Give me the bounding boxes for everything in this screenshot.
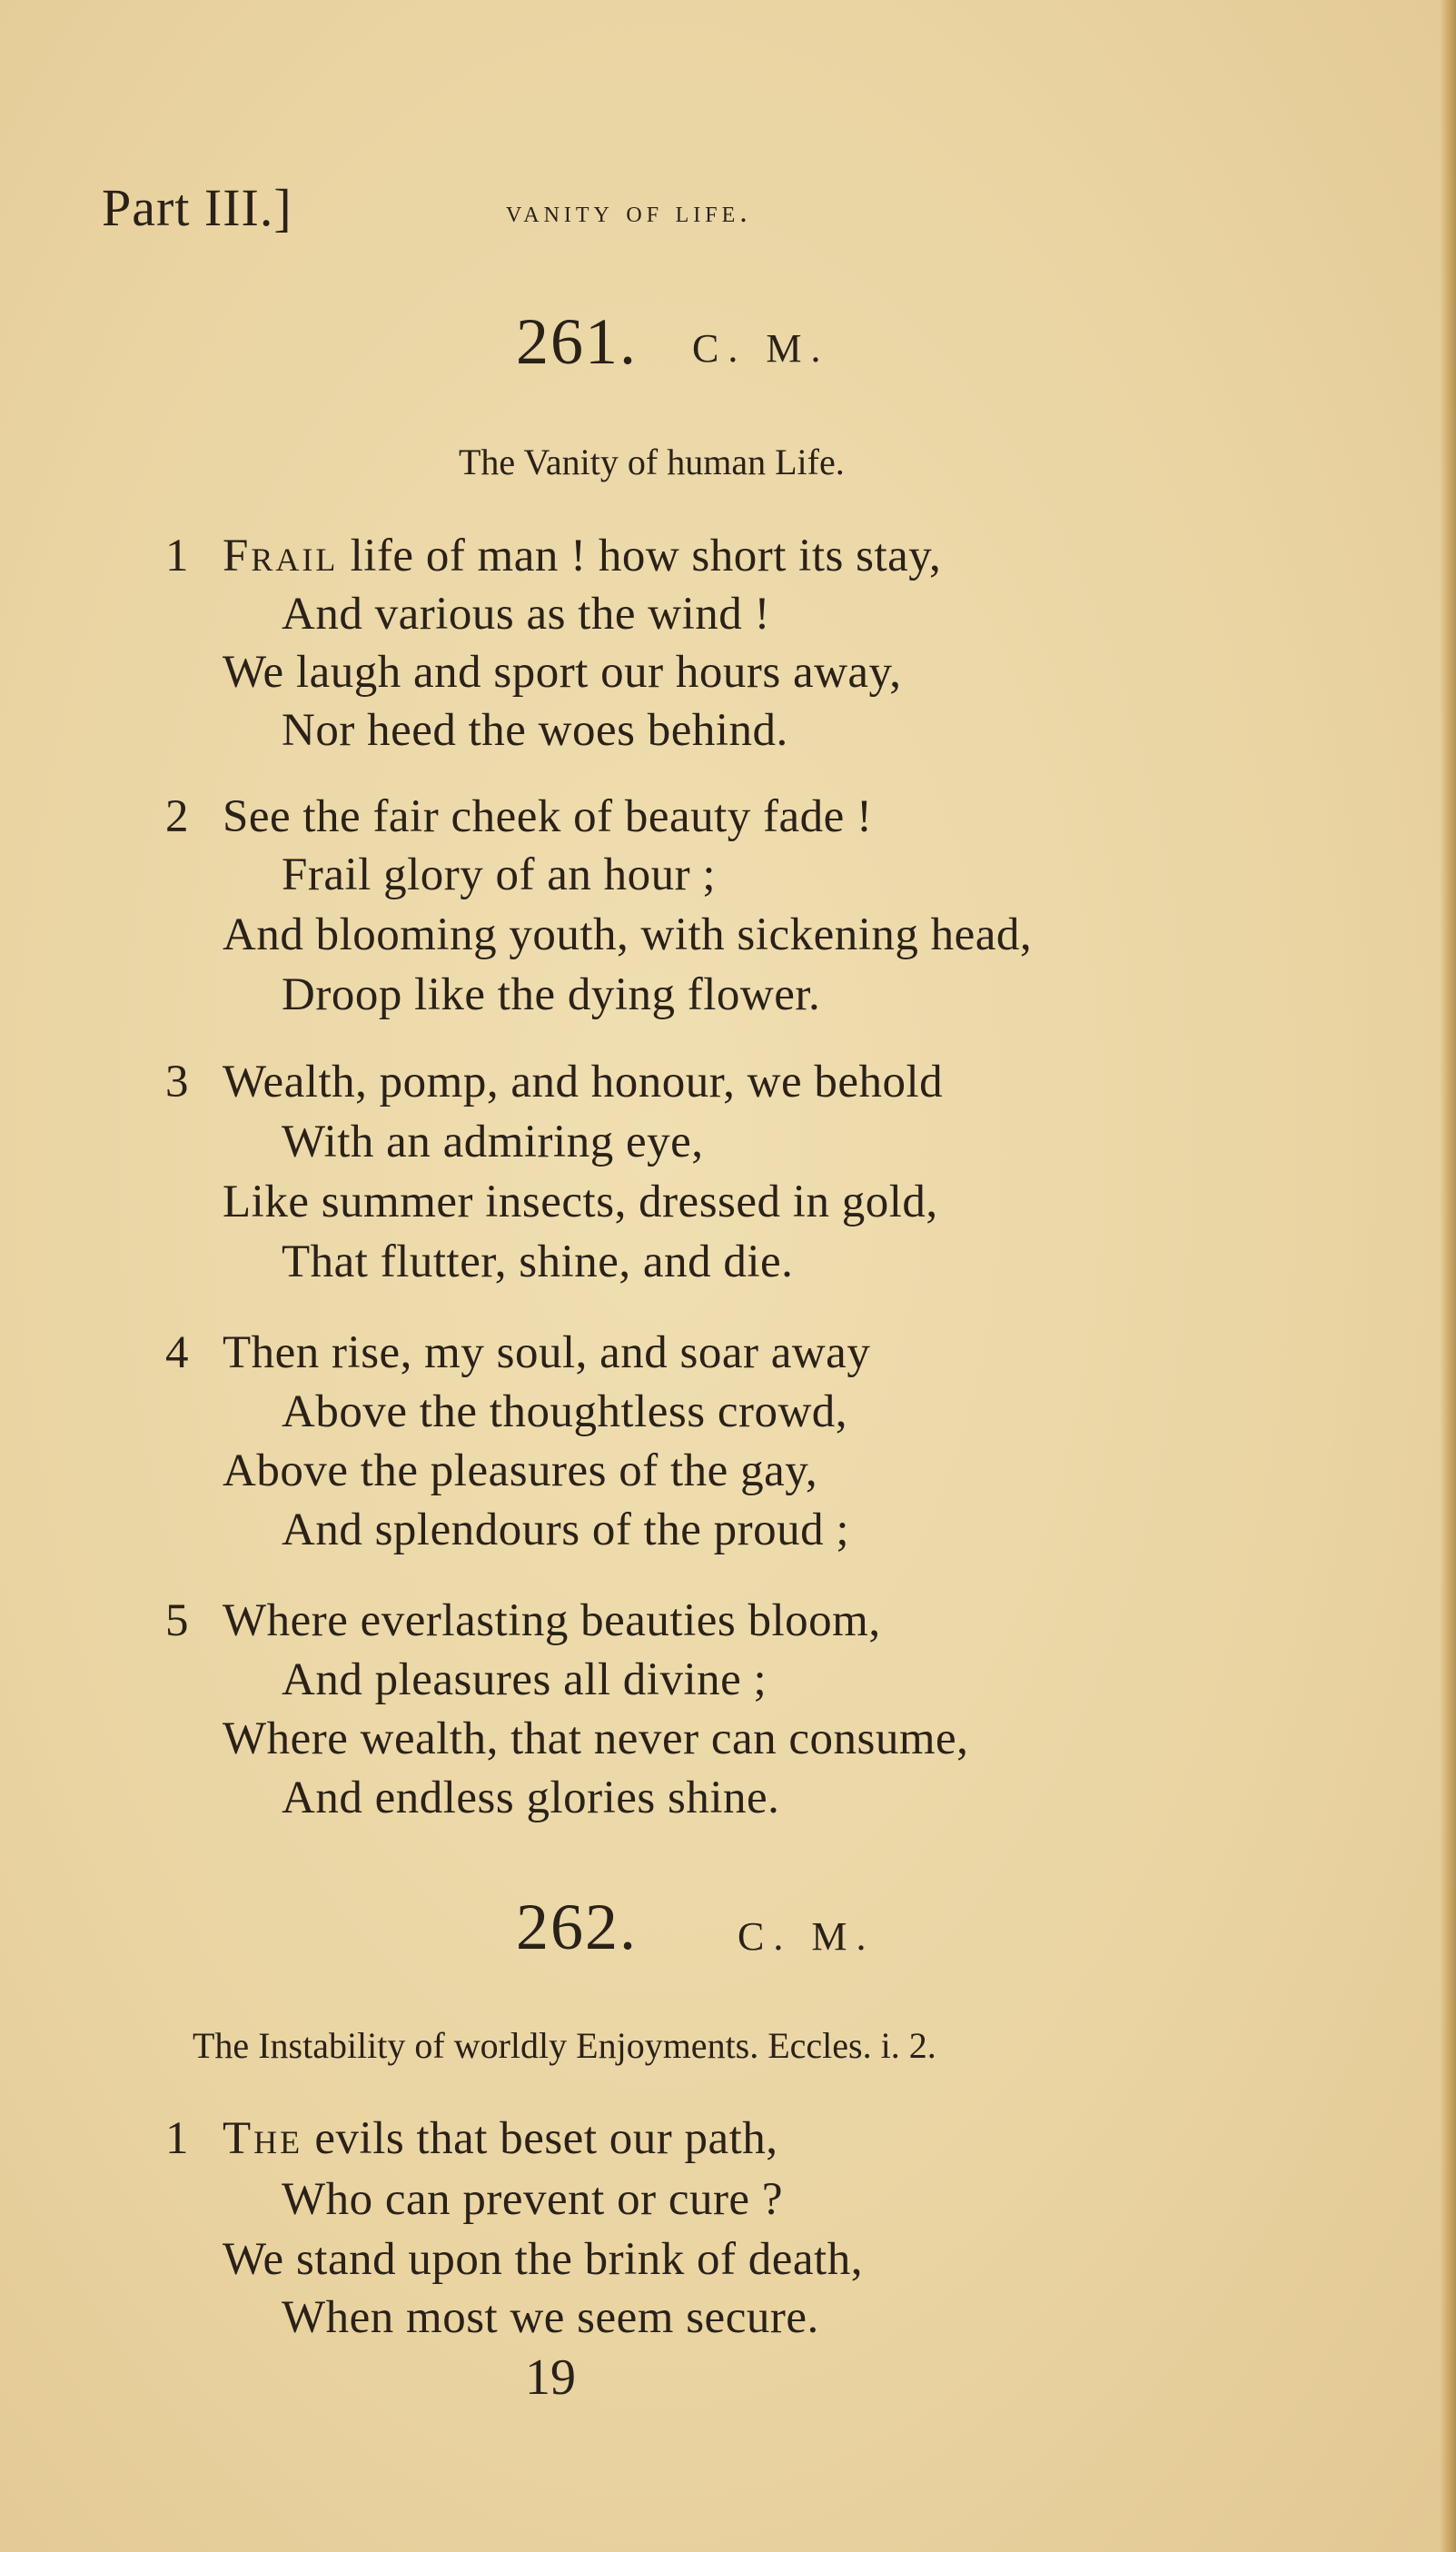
stanza-line: Who can prevent or cure ?	[282, 2174, 783, 2225]
hymn-title: The Vanity of human Life.	[459, 442, 845, 482]
line-rest: life of man ! how short its stay,	[338, 531, 942, 581]
stanza-line: Then rise, my soul, and soar away	[223, 1327, 871, 1378]
signature-mark: 19	[525, 2349, 576, 2406]
section-title: vanity of life.	[506, 195, 752, 229]
stanza-line: Where wealth, that never can consume,	[223, 1713, 969, 1764]
stanza-number: 5	[165, 1595, 189, 1646]
stanza-number: 1	[165, 531, 189, 581]
hymn-meter: C. M.	[738, 1914, 876, 1959]
stanza-line: With an admiring eye,	[282, 1117, 704, 1167]
stanza-line	[223, 530, 941, 582]
stanza-line: Above the thoughtless crowd,	[282, 1386, 848, 1437]
stanza-line: Wealth, pomp, and honour, we behold	[223, 1057, 944, 1107]
stanza-number: 3	[165, 1057, 189, 1107]
stanza-line: Where everlasting beauties bloom,	[223, 1595, 881, 1646]
stanza-line: When most we seem secure.	[282, 2292, 819, 2343]
stanza-line: And splendours of the proud ;	[282, 1504, 850, 1555]
stanza-line: And blooming youth, with sickening head,	[223, 909, 1033, 960]
hymn-number: 262.	[516, 1891, 638, 1963]
hymn-title: The Instability of worldly Enjoyments. Eccles. i. 2.	[193, 2025, 936, 2066]
running-head	[102, 177, 1010, 250]
stanza-line: And various as the wind !	[282, 589, 770, 640]
line-rest: evils that beset our path,	[302, 2113, 778, 2164]
stanza-line: Nor heed the woes behind.	[282, 705, 788, 756]
stanza-line: Above the pleasures of the gay,	[223, 1445, 818, 1496]
part-label: Part III.]	[102, 178, 292, 237]
stanza-number: 4	[165, 1327, 189, 1378]
drop-word: The	[223, 2113, 303, 2164]
stanza-line: Like summer insects, dressed in gold,	[223, 1177, 938, 1227]
stanza-line: We laugh and sport our hours away,	[223, 647, 902, 698]
stanza-line	[223, 2112, 778, 2165]
hymn-meter: C. M.	[692, 326, 830, 371]
stanza-line: And pleasures all divine ;	[282, 1654, 768, 1705]
hymn-number: 261.	[516, 305, 638, 378]
stanza-line: Frail glory of an hour ;	[282, 849, 716, 900]
stanza-line: And endless glories shine.	[282, 1772, 780, 1823]
stanza-line: We stand upon the brink of death,	[223, 2234, 863, 2285]
stanza-number: 1	[165, 2113, 189, 2164]
drop-word: Frail	[223, 531, 339, 581]
stanza-line: That flutter, shine, and die.	[282, 1236, 794, 1287]
page-edge	[1440, 0, 1456, 2552]
stanza-line: Droop like the dying flower.	[282, 969, 821, 1020]
stanza-line: See the fair cheek of beauty fade !	[223, 791, 873, 842]
stanza-number: 2	[165, 791, 189, 842]
